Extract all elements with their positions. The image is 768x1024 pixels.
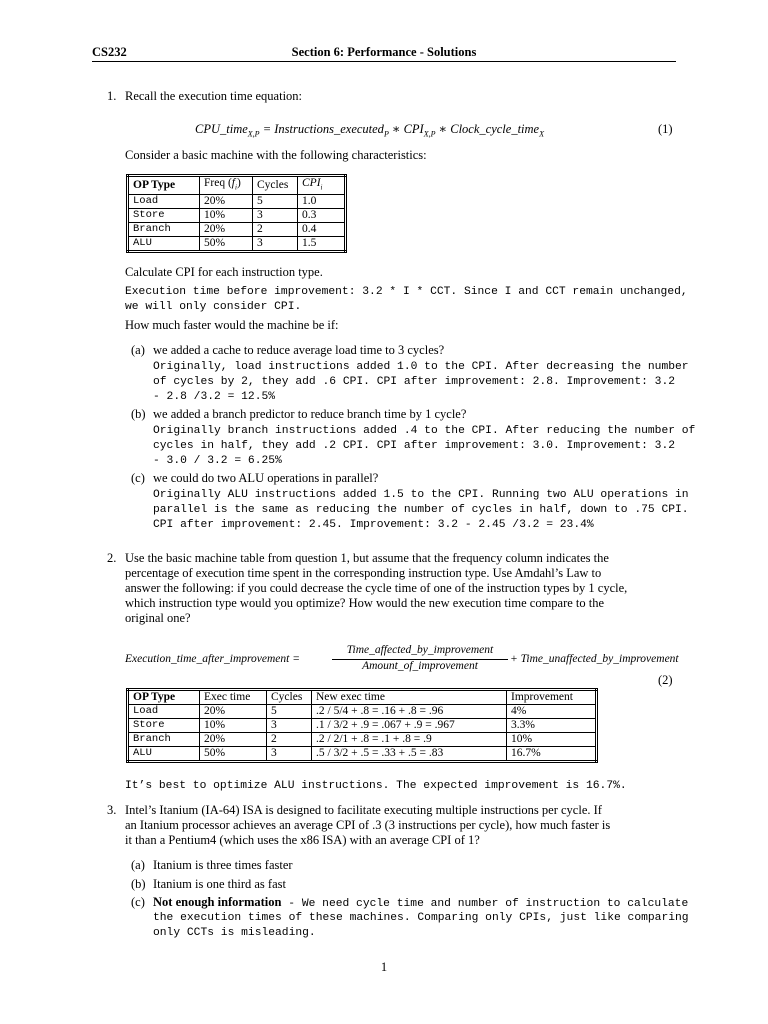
q3-number: 3. (107, 803, 117, 817)
q3-option-c-bold: Not enough information (153, 895, 282, 909)
table-cell: .5 / 3/2 + .5 = .33 + .5 = .83 (312, 747, 507, 762)
table-header: Improvement (507, 690, 597, 705)
table-header: New exec time (312, 690, 507, 705)
q1b-answer: Originally branch instructions added .4 to the CPI. After reducing the number of (153, 425, 696, 437)
q2-text: which instruction type would you optimize? How would the new execution time compare to the (125, 596, 605, 610)
table-cell: 1.0 (298, 195, 346, 209)
table-cell: Store (128, 209, 200, 223)
table-header: OP Type (128, 176, 200, 195)
table-cell: 3.3% (507, 719, 597, 733)
table-cell: 16.7% (507, 747, 597, 762)
table-cell: 50% (200, 237, 253, 252)
table-cell: .2 / 5/4 + .8 = .16 + .8 = .96 (312, 705, 507, 719)
table-header: Exec time (200, 690, 267, 705)
q1b-answer: cycles in half, they add .2 CPI. CPI after improvement: 3.0. Improvement: 3.2 (153, 440, 676, 452)
table-row (128, 209, 346, 223)
q3-option-c-line: only CCTs is misleading. (153, 927, 316, 939)
q2-text: answer the following: if you could decrease the cycle time of one of the instruction types by 1 cycle, (125, 581, 628, 595)
q2-text: Use the basic machine table from question 1, but assume that the frequency column indicates the (125, 551, 609, 565)
q1a-question: we added a cache to reduce average load time to 3 cycles? (153, 343, 445, 357)
q3-option-label: (c) (131, 895, 145, 909)
table-cell: .2 / 2/1 + .8 = .1 + .8 = .9 (312, 733, 507, 747)
q3-option-label: (b) (131, 877, 146, 891)
q1-intro: Recall the execution time equation: (125, 89, 303, 103)
table-cell: Load (128, 195, 200, 209)
course-code: CS232 (92, 45, 127, 59)
table-cell: 2 (267, 733, 312, 747)
table-cell: 5 (253, 195, 298, 209)
page-title: Section 6: Performance - Solutions (291, 45, 477, 59)
table-cell: Load (128, 705, 200, 719)
table-cell: 10% (200, 209, 253, 223)
q1-equation: CPU_time$_{X,P}$ = Instructions_executed$_P$ ∗ $CPI_{X,P}$ ∗ Clock_cycle_time$_X$ (195, 122, 544, 139)
table-cell: Branch (128, 733, 200, 747)
table-cell: ALU (128, 747, 200, 762)
table-header: Cycles (267, 690, 312, 705)
q1-consider: Consider a basic machine with the following characteristics: (125, 148, 427, 162)
table-header: $CPI_i$ (298, 176, 346, 195)
q3-text: Intel’s Itanium (IA-64) ISA is designed to facilitate executing multiple instructions per cycle. If (125, 803, 602, 817)
q3-option-label: (a) (131, 858, 145, 872)
table-cell: 10% (507, 733, 597, 747)
q2-text: original one? (125, 611, 191, 625)
table-cell: 2 (253, 223, 298, 237)
q1-number: 1. (107, 89, 117, 103)
q2-text: percentage of execution time spent in the corresponding instruction type. Use Amdahl’s Law to (125, 566, 602, 580)
table-header-row (128, 690, 597, 705)
table-header: Cycles (253, 176, 298, 195)
q3-option-text: Itanium is one third as fast (153, 877, 286, 891)
table-row (128, 733, 597, 747)
q1a-answer: Originally, load instructions added 1.0 to the CPI. After decreasing the number (153, 361, 689, 373)
q1c-question: we could do two ALU operations in parallel? (153, 471, 379, 485)
q3-option-c-rest: - We need cycle time and number of instruction to calculate (281, 898, 689, 910)
q2-equation-denominator: Amount_of_improvement (362, 660, 478, 672)
q3-option-text: Itanium is three times faster (153, 858, 293, 872)
q1-equation-number: (1) (658, 122, 673, 136)
table-cell: Store (128, 719, 200, 733)
q1a-answer: of cycles by 2, they add .6 CPI. CPI after improvement: 2.8. Improvement: 3.2 (153, 376, 676, 388)
table-cell: 0.4 (298, 223, 346, 237)
q1b-question: we added a branch predictor to reduce branch time by 1 cycle? (153, 407, 467, 421)
q1-calc: Calculate CPI for each instruction type. (125, 265, 323, 279)
table-row (128, 719, 597, 733)
page-header (92, 45, 676, 62)
q2-equation-rhs: + Time_unaffected_by_improvement (510, 653, 679, 665)
q1-table (126, 174, 347, 253)
table-cell: 3 (253, 237, 298, 252)
table-cell: ALU (128, 237, 200, 252)
q1-exec-line: we will only consider CPI. (125, 301, 302, 313)
table-cell: 5 (267, 705, 312, 719)
q2-number: 2. (107, 551, 117, 565)
table-cell: .1 / 3/2 + .9 = .067 + .9 = .967 (312, 719, 507, 733)
q3-option-c (153, 895, 688, 912)
table-cell: 10% (200, 719, 267, 733)
table-cell: 50% (200, 747, 267, 762)
q2-equation-lhs: Execution_time_after_improvement = (125, 653, 300, 665)
q3-text: an Itanium processor achieves an average CPI of .3 (3 instructions per cycle), how much faster is (125, 818, 611, 832)
q2-equation-number: (2) (658, 673, 673, 687)
q1a-answer: - 2.8 /3.2 = 12.5% (153, 391, 276, 403)
q1c-answer: parallel is the same as reducing the number of cycles in half, down to .75 CPI. (153, 504, 689, 516)
table-row (128, 223, 346, 237)
table-cell: 4% (507, 705, 597, 719)
table-cell: 20% (200, 223, 253, 237)
q1c-answer: Originally ALU instructions added 1.5 to the CPI. Running two ALU operations in (153, 489, 689, 501)
q3-text: it than a Pentium4 (which uses the x86 ISA) with an average CPI of 1? (125, 833, 480, 847)
table-cell: 20% (200, 705, 267, 719)
table-cell: 3 (267, 719, 312, 733)
q1-exec-line: Execution time before improvement: 3.2 * I * CCT. Since I and CCT remain unchanged, (125, 286, 688, 298)
q3-option-c-line: the execution times of these machines. Comparing only CPIs, just like comparing (153, 912, 689, 924)
q1b-label: (b) (131, 407, 146, 421)
table-row (128, 195, 346, 209)
q1c-answer: CPI after improvement: 2.45. Improvement: 3.2 - 2.45 /3.2 = 23.4% (153, 519, 594, 531)
q2-table (126, 688, 598, 763)
table-row (128, 747, 597, 762)
table-cell: Branch (128, 223, 200, 237)
table-cell: 1.5 (298, 237, 346, 252)
q1a-label: (a) (131, 343, 145, 357)
table-row (128, 237, 346, 252)
table-cell: 3 (253, 209, 298, 223)
table-cell: 0.3 (298, 209, 346, 223)
q1c-label: (c) (131, 471, 145, 485)
table-header: OP Type (128, 690, 200, 705)
table-cell: 20% (200, 733, 267, 747)
table-row (128, 705, 597, 719)
q2-equation-numerator: Time_affected_by_improvement (346, 644, 494, 656)
table-cell: 20% (200, 195, 253, 209)
page-number: 1 (380, 960, 388, 974)
q1b-answer: - 3.0 / 3.2 = 6.25% (153, 455, 282, 467)
table-cell: 3 (267, 747, 312, 762)
table-header-row (128, 176, 346, 195)
q2-conclusion: It’s best to optimize ALU instructions. The expected improvement is 16.7%. (125, 780, 627, 792)
q1-faster: How much faster would the machine be if: (125, 318, 339, 332)
table-header: Freq $(f_i)$ (200, 176, 253, 195)
